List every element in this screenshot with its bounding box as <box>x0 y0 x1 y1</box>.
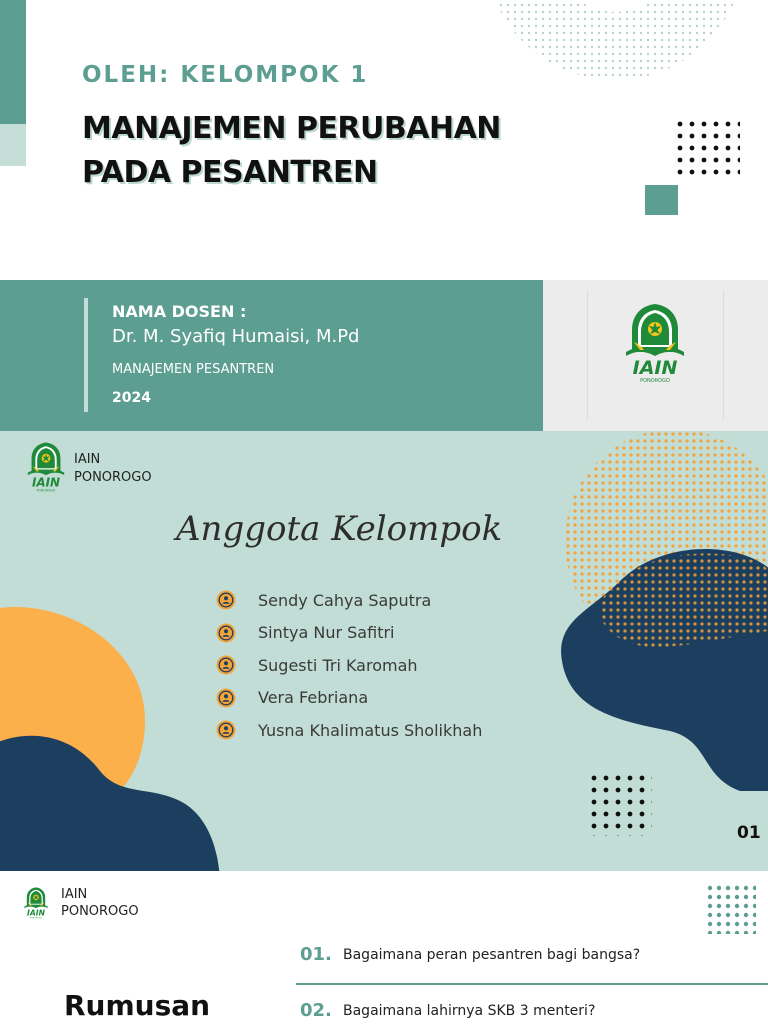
institution-name: IAIN <box>61 887 88 902</box>
lecturer-panel <box>0 280 543 431</box>
questions-slide <box>0 871 768 1024</box>
member-item <box>216 649 482 682</box>
lecturer-label: NAMA DOSEN : <box>112 302 247 321</box>
page-number: 01 <box>737 823 761 843</box>
member-name: Sugesti Tri Karomah <box>258 655 418 675</box>
course-name: MANAJEMEN PESANTREN <box>112 362 275 377</box>
vertical-divider <box>84 298 88 412</box>
iain-ponorogo-logo-icon <box>620 302 690 384</box>
question-text-2: Bagaimana lahirnya SKB 3 menteri? <box>343 1003 596 1019</box>
navy-blob-left-decoration <box>0 731 230 871</box>
person-icon <box>216 655 236 675</box>
iain-ponorogo-logo-icon <box>24 439 68 495</box>
teal-square-decoration <box>645 185 678 215</box>
person-icon <box>216 590 236 610</box>
teal-dot-grid-decoration <box>706 884 756 934</box>
member-name: Vera Febriana <box>258 688 369 708</box>
member-name: Sintya Nur Safitri <box>258 623 395 643</box>
main-title-line-1: MANAJEMEN PERUBAHAN <box>82 111 501 146</box>
question-text-1: Bagaimana peran pesantren bagi bangsa? <box>343 947 641 963</box>
accent-bar-light <box>0 124 26 166</box>
title-slide <box>0 0 768 280</box>
person-icon <box>216 720 236 740</box>
lecturer-name: Dr. M. Syafiq Humaisi, M.Pd <box>112 326 360 347</box>
member-name: Yusna Khalimatus Sholikhah <box>258 720 483 740</box>
iain-ponorogo-logo-icon <box>22 885 50 921</box>
course-year: 2024 <box>112 390 151 406</box>
question-number-1: 01. <box>300 944 332 965</box>
member-item <box>216 584 482 617</box>
group-subtitle: OLEH: KELOMPOK 1 <box>82 62 369 88</box>
questions-heading: Rumusan <box>64 989 211 1022</box>
dot-overlay-decoration <box>580 551 768 661</box>
question-divider <box>296 983 768 985</box>
person-icon <box>216 623 236 643</box>
accent-bar-dark <box>0 0 26 124</box>
dot-grid-decoration <box>676 120 740 180</box>
person-icon <box>216 688 236 708</box>
institution-city: PONOROGO <box>61 904 139 919</box>
member-item <box>216 617 482 650</box>
dot-grid-decoration <box>590 774 652 836</box>
institution-city: PONOROGO <box>74 470 152 485</box>
member-item <box>216 714 482 747</box>
members-heading: Anggota Kelompok <box>176 509 503 549</box>
members-list <box>216 584 482 747</box>
main-title-line-2: PADA PESANTREN <box>82 155 378 190</box>
institution-name: IAIN <box>74 452 101 467</box>
members-slide <box>0 431 768 871</box>
member-name: Sendy Cahya Saputra <box>258 590 432 610</box>
question-number-2: 02. <box>300 1000 332 1021</box>
member-item <box>216 682 482 715</box>
